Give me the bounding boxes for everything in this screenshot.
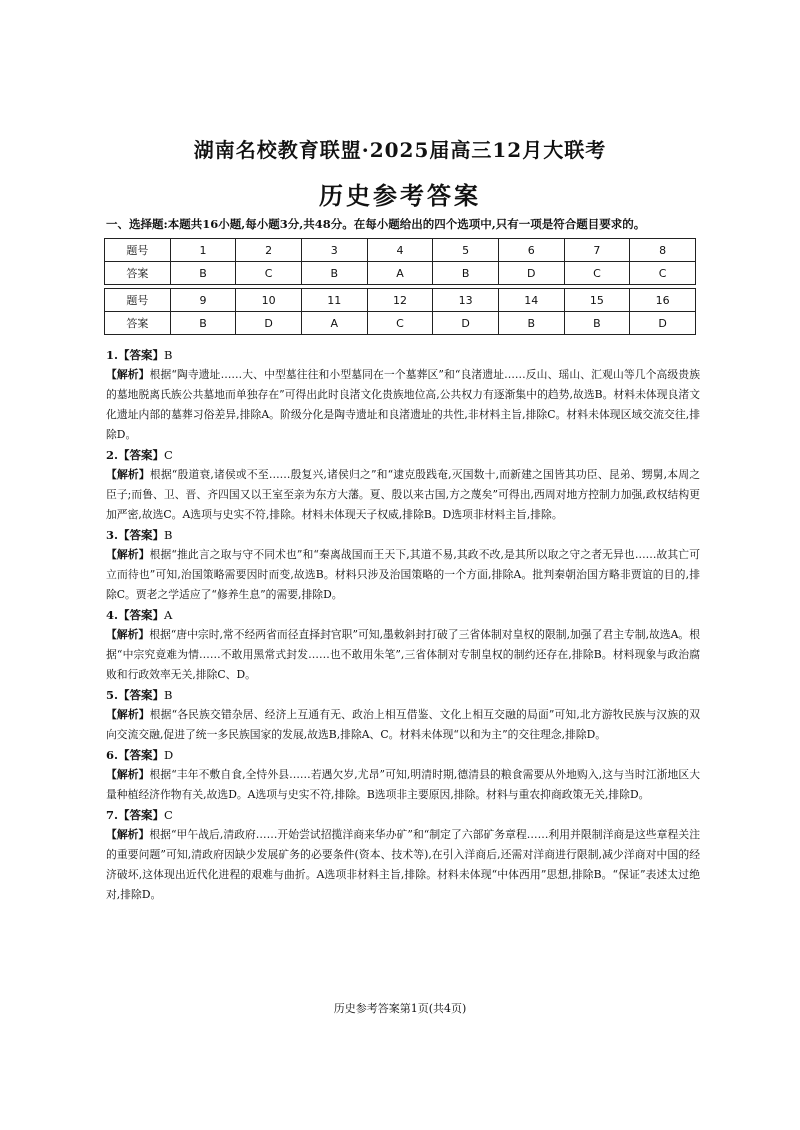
answer-tag: 【答案】: [118, 808, 165, 822]
answer-cell: B: [170, 262, 236, 285]
row-label-answer: 答案: [105, 312, 171, 335]
answer-explanations: [106, 346, 700, 906]
question-number: 8: [630, 239, 696, 262]
analysis-tag: 【解析】: [106, 548, 150, 561]
analysis-text: 根据“推此言之取与守不同术也”和“秦离战国而王天下,其道不易,其政不改,是其所以取之守之者无异也……故其亡可立而待也”可知,治国策略需要因时而变,故选B。材料只涉及治国策略的一个方面,排除A。批判秦朝治国方略非贾谊的目的,排除C。贾老之学适应了“修养生息”的需要,排除D。: [106, 548, 701, 601]
question-number: 13: [433, 289, 499, 312]
item-number: 3.: [106, 528, 119, 542]
item-heading: [106, 606, 700, 625]
answer-cell: B: [498, 312, 564, 335]
page-subtitle: 历史参考答案: [319, 181, 481, 210]
answer-table: [104, 238, 696, 335]
answer-tag: 【答案】: [118, 448, 165, 462]
item-answer: D: [164, 748, 174, 762]
answer-cell: C: [630, 262, 696, 285]
item-number: 1.: [106, 348, 119, 362]
question-number: 15: [564, 289, 630, 312]
item-heading: [106, 346, 700, 365]
item-analysis: [106, 545, 700, 605]
item-answer: C: [164, 448, 173, 462]
question-number: 9: [170, 289, 236, 312]
analysis-tag: 【解析】: [106, 468, 150, 481]
item-analysis: [106, 465, 700, 525]
answer-cell: A: [301, 312, 367, 335]
row-label-number: 题号: [105, 239, 171, 262]
question-number: 2: [236, 239, 302, 262]
item-number: 7.: [106, 808, 119, 822]
question-number: 7: [564, 239, 630, 262]
row-label-number: 题号: [105, 289, 171, 312]
item-number: 4.: [106, 608, 119, 622]
page-footer: 历史参考答案第1页(共4页): [333, 1002, 467, 1015]
answer-cell: B: [564, 312, 630, 335]
item-analysis: [106, 825, 700, 905]
question-number: 4: [367, 239, 433, 262]
explanation-item: [106, 686, 700, 745]
explanation-item: [106, 746, 700, 805]
answer-cell: C: [236, 262, 302, 285]
question-number: 14: [498, 289, 564, 312]
question-number: 10: [236, 289, 302, 312]
explanation-item: [106, 526, 700, 605]
answer-cell: A: [367, 262, 433, 285]
answer-tag: 【答案】: [118, 608, 165, 622]
analysis-tag: 【解析】: [106, 368, 150, 381]
explanation-item: [106, 446, 700, 525]
table-row-numbers-1: [105, 239, 696, 262]
analysis-text: 根据“甲午战后,清政府……开始尝试招揽洋商来华办矿”和“制定了六部矿务章程……利用并限制洋商是这些章程关注的重要问题”可知,清政府因缺少发展矿务的必要条件(资本、技术等),在引入洋商后,还需对洋商进行限制,减少洋商对中国的经济破坏,这体现出近代化进程的艰难与曲折。A选项非材料主旨,排除。材料未体现“中体西用”思想,排除B。“保证”表述太过绝对,排除D。: [106, 828, 700, 901]
item-number: 5.: [106, 688, 119, 702]
analysis-tag: 【解析】: [106, 828, 150, 841]
analysis-text: 根据“陶寺遗址……大、中型墓往往和小型墓同在一个墓葬区”和“良渚遗址……反山、瑶山、汇观山等几个高级贵族的墓地脱离氏族公共墓地而单独存在”可得出此时良渚文化贵族地位高,公共权力有逐渐集中的趋势,故选B。材料未体现良渚文化遗址内部的墓葬习俗差异,排除A。阶级分化是陶寺遗址和良渚遗址的共性,非材料主旨,排除C。材料未体现区域交流交往,排除D。: [106, 368, 701, 441]
question-number: 16: [630, 289, 696, 312]
question-number: 11: [301, 289, 367, 312]
answer-cell: D: [498, 262, 564, 285]
analysis-text: 根据“唐中宗时,常不经两省而径直择封官职”可知,墨敕斜封打破了三省体制对皇权的限制,加强了君主专制,故选A。根据“中宗究竟难为情……不敢用黑常式封发……也不敢用朱笔”,三省体制对专制皇权的制约还存在,排除B。材料现象与政治腐败和行政效率无关,排除C、D。: [106, 628, 700, 681]
explanation-item: [106, 346, 700, 445]
answer-cell: B: [301, 262, 367, 285]
table-row-answers-2: [105, 312, 696, 335]
item-analysis: [106, 705, 700, 745]
question-number: 5: [433, 239, 499, 262]
table-row-answers-1: [105, 262, 696, 285]
item-answer: A: [164, 608, 173, 622]
answer-cell: C: [564, 262, 630, 285]
answer-cell: D: [433, 312, 499, 335]
analysis-tag: 【解析】: [106, 708, 150, 721]
answer-tag: 【答案】: [118, 348, 165, 362]
explanation-item: [106, 806, 700, 905]
section-instructions: 一、选择题:本题共16小题,每小题3分,共48分。在每小题给出的四个选项中,只有一项是符合题目要求的。: [106, 217, 646, 231]
answer-tag: 【答案】: [118, 748, 165, 762]
analysis-text: 根据“殷道衰,诸侯或不至……殷复兴,诸侯归之”和“逮克殷践奄,灭国数十,而新建之国皆其功臣、昆弟、甥舅,本周之臣子;而鲁、卫、晋、齐四国又以王室至亲为东方大藩。夏、殷以来古国,方之蔑矣”可得出,西周对地方控制力加强,政权结构更加严密,故选C。A选项与史实不符,排除。材料未体现天子权威,排除B。D选项非材料主旨,排除。: [106, 468, 701, 521]
question-number: 12: [367, 289, 433, 312]
item-heading: [106, 746, 700, 765]
item-answer: C: [164, 808, 173, 822]
question-number: 1: [170, 239, 236, 262]
answer-tag: 【答案】: [118, 688, 165, 702]
answer-cell: B: [433, 262, 499, 285]
answer-tag: 【答案】: [118, 528, 165, 542]
item-answer: B: [164, 528, 173, 542]
item-answer: B: [164, 348, 173, 362]
analysis-text: 根据“各民族交错杂居、经济上互通有无、政治上相互借鉴、文化上相互交融的局面”可知,北方游牧民族与汉族的双向交流交融,促进了统一多民族国家的发展,故选B,排除A、C。材料未体现“以和为主”的交往理念,排除D。: [106, 708, 700, 741]
analysis-text: 根据“丰年不敷自食,全恃外县……若遇欠岁,尤昂”可知,明清时期,德清县的粮食需要从外地购入,这与当时江浙地区大量种植经济作物有关,故选D。A选项与史实不符,排除。B选项非主要原因,排除。材料与重农抑商政策无关,排除D。: [106, 768, 700, 801]
page-title: 湖南名校教育联盟·2025届高三12月大联考: [193, 138, 607, 162]
explanation-item: [106, 606, 700, 685]
item-heading: [106, 446, 700, 465]
answer-cell: D: [236, 312, 302, 335]
analysis-tag: 【解析】: [106, 628, 150, 641]
answer-cell: B: [170, 312, 236, 335]
table-row-numbers-2: [105, 289, 696, 312]
question-number: 6: [498, 239, 564, 262]
item-analysis: [106, 765, 700, 805]
item-heading: [106, 686, 700, 705]
item-number: 2.: [106, 448, 119, 462]
answer-cell: D: [630, 312, 696, 335]
item-analysis: [106, 365, 700, 445]
item-answer: B: [164, 688, 173, 702]
row-label-answer: 答案: [105, 262, 171, 285]
item-number: 6.: [106, 748, 119, 762]
item-heading: [106, 526, 700, 545]
answer-cell: C: [367, 312, 433, 335]
analysis-tag: 【解析】: [106, 768, 150, 781]
item-heading: [106, 806, 700, 825]
question-number: 3: [301, 239, 367, 262]
item-analysis: [106, 625, 700, 685]
